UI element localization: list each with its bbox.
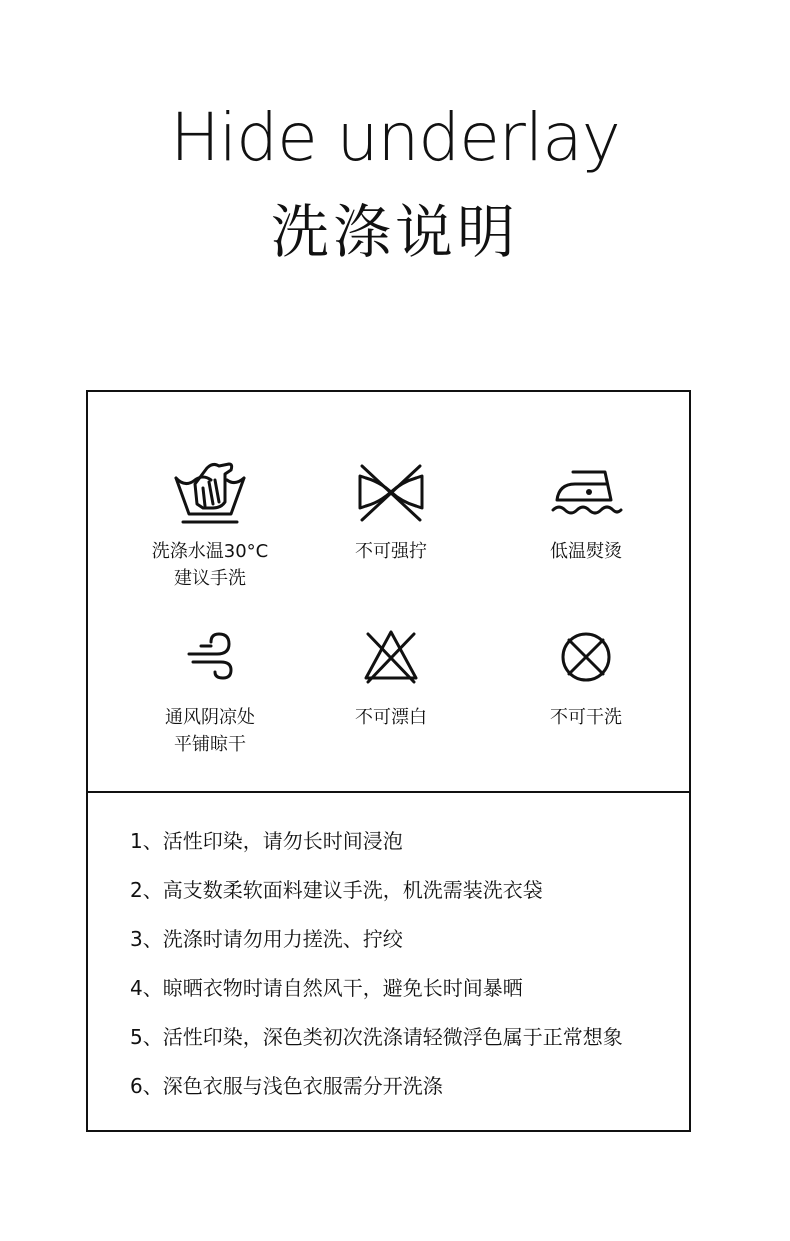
ventilated-dry-icon: [173, 624, 247, 690]
ventilated-dry-label-2: 平铺晾干: [174, 734, 246, 755]
care-note: 6、深色衣服与浅色衣服需分开洗涤: [130, 1074, 443, 1098]
title-english: Hide underlay: [170, 99, 620, 176]
no-bleach-icon: [354, 624, 428, 690]
care-note: 3、洗涤时请勿用力搓洗、拧绞: [130, 927, 403, 951]
care-note: 4、晾晒衣物时请自然风干，避免长时间暴晒: [130, 976, 523, 1000]
hand-wash-label-2: 建议手洗: [174, 568, 246, 589]
hand-wash-label-1: 洗涤水温30°C: [151, 541, 269, 562]
care-note: 5、活性印染，深色类初次洗涤请轻微浮色属于正常想象: [130, 1025, 623, 1049]
ventilated-dry-label-1: 通风阴凉处: [165, 707, 255, 728]
care-instructions-box: [86, 390, 691, 1132]
title-chinese: 洗涤说明: [270, 198, 519, 266]
no-wring-label: 不可强拧: [355, 541, 427, 562]
low-temp-iron-icon: [549, 458, 623, 524]
care-item-low-temp-iron: [486, 458, 686, 565]
hand-wash-icon: [173, 458, 247, 524]
care-item-no-dry-clean: [486, 624, 686, 731]
no-wring-icon: [354, 458, 428, 524]
care-item-no-bleach: [291, 624, 491, 731]
care-item-hand-wash: [110, 458, 310, 592]
care-note: 1、活性印染，请勿长时间浸泡: [130, 829, 403, 853]
care-item-no-wring: [291, 458, 491, 565]
care-item-ventilated-dry: [110, 624, 310, 758]
care-note: 2、高支数柔软面料建议手洗，机洗需装洗衣袋: [130, 878, 543, 902]
no-dry-clean-icon: [549, 624, 623, 690]
care-notes-list: [130, 829, 690, 1123]
no-bleach-label: 不可漂白: [355, 707, 427, 728]
section-divider: [88, 791, 689, 793]
no-dry-clean-label: 不可干洗: [550, 707, 622, 728]
low-temp-iron-label: 低温熨烫: [550, 541, 622, 562]
